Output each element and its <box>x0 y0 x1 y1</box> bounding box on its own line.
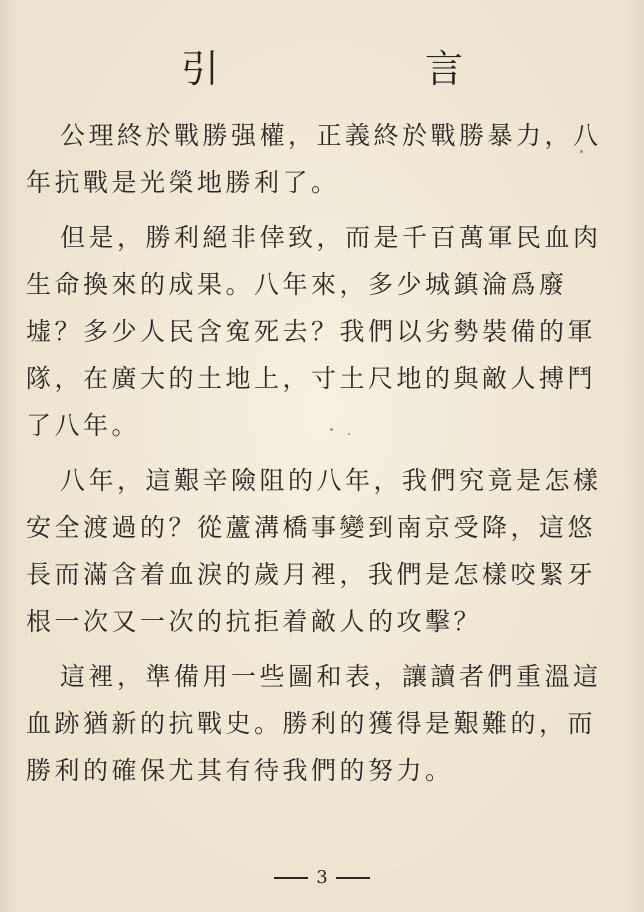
paper-speck <box>580 150 583 153</box>
paragraph-2: 但是，勝利絕非倖致，而是千百萬軍民血肉生命換來的成果。八年來，多少城鎮淪爲廢墟？多少人民含寃死去？我們以劣勢裝備的軍隊，在廣大的土地上，寸土尺地的與敵人搏鬥了八年。 <box>26 223 602 440</box>
folio-dash-left <box>274 877 308 879</box>
page-number-footer <box>0 866 644 890</box>
paragraph-3: 八年，這艱辛險阻的八年，我們究竟是怎樣安全渡過的？從蘆溝橋事變到南京受降，這悠長而滿含着血淚的歲月裡，我們是怎樣咬緊牙根一次又一次的抗拒着敵人的攻擊？ <box>26 466 602 636</box>
folio-dash-right <box>336 877 370 879</box>
page-title: 引 言 <box>180 47 547 91</box>
document-body <box>26 112 622 794</box>
paragraph-4: 這裡，準備用一些圖和表，讓讀者們重溫這血跡猶新的抗戰史。勝利的獲得是艱難的，而勝利的確保尤其有待我們的努力。 <box>26 662 602 785</box>
paragraph-1: 公理終於戰勝强權，正義終於戰勝暴力，八年抗戰是光榮地勝利了。 <box>26 121 602 197</box>
paper-speck <box>330 428 333 431</box>
paper-speck <box>348 433 350 435</box>
page-number: 3 <box>316 867 328 888</box>
